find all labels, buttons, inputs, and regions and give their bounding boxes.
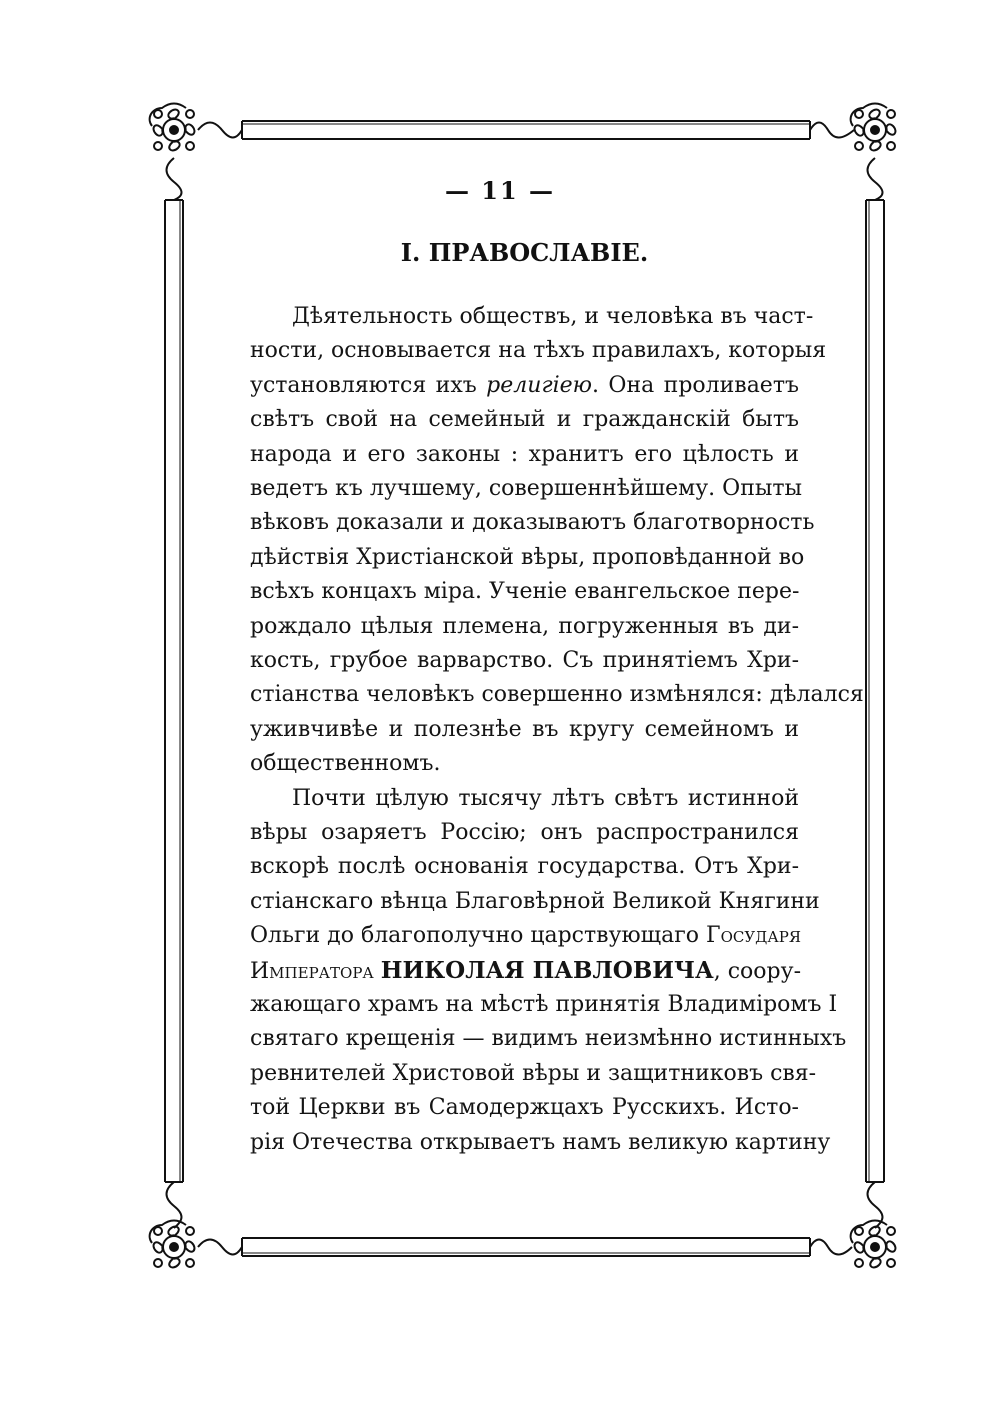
paragraph-1-line-7: вѣковъ доказали и доказываютъ благотворность [250,510,815,535]
word-gosudarya: Государя [706,923,801,948]
paragraph-1-line-5: народа и его законы : хранитъ его цѣлость и [250,442,799,467]
paragraph-1-line-3-part-1: установляются ихъ [250,373,487,398]
paragraph-1-line-3 [250,369,799,403]
paragraph-1-line-9: всѣхъ концахъ міра. Ученіе евангельское пере- [250,579,800,604]
border-right [866,158,884,1228]
paragraph-1-line-6: ведетъ къ лучшему, совершеннѣйшему. Опыты [250,476,803,501]
emphasis-religion: религіею [486,373,592,398]
paragraph-1-line-14: общественномъ. [250,751,441,776]
paragraph-2-line-4: стіанскаго вѣнца Благовѣрной Великой Княгини [250,889,820,914]
chapter-title: I. ПРАВОСЛАВІЕ. [400,238,649,267]
paragraph-2-line-2: вѣры озаряетъ Россію; онъ распространился [250,820,799,845]
paragraph-1-line-12: стіанства человѣкъ совершенно измѣнялся: дѣлался [250,682,864,707]
corner-ornament-top-left [150,104,195,151]
corner-ornament-bottom-right [851,1221,896,1268]
paragraph-1-line-10: рождало цѣлыя племена, погруженныя въ ди- [250,614,799,639]
paragraph-2-line-6-part-2: , соору- [713,959,802,984]
paragraph-1-line-2: ности, основывается на тѣхъ правилахъ, которыя [250,338,827,363]
paragraph-2-line-1: Почти цѣлую тысячу лѣтъ свѣтъ истинной [292,786,799,811]
emperor-name: НИКОЛАЯ ПАВЛОВИЧА [380,957,714,984]
paragraph-2-line-11: рія Отечества открываетъ намъ великую картину [250,1130,831,1155]
border-bottom [198,1238,852,1256]
border-top [198,121,854,139]
paragraph-1-line-13: уживчивѣе и полезнѣе въ кругу семейномъ и [250,717,799,742]
paragraph-2-line-8: святаго крещенія — видимъ неизмѣнно истинныхъ [250,1026,847,1051]
paragraph-1-line-1: Дѣятельность обществъ, и человѣка въ част- [292,304,814,329]
paragraph-1-line-3-part-2: . Она проливаетъ [592,373,799,398]
paragraph-2-line-6 [250,954,802,988]
paragraph-2-line-10: той Церкви въ Самодержцахъ Русскихъ. Исто- [250,1095,799,1120]
paragraph-1-line-8: дѣйствія Христіанской вѣры, проповѣданной во [250,545,805,570]
corner-ornament-bottom-left [150,1221,195,1268]
paragraph-1-line-11: кость, грубое варварство. Съ принятіемъ Хри- [250,648,799,673]
paragraph-2-line-9: ревнителей Христовой вѣры и защитниковъ свя- [250,1061,817,1086]
paragraph-1-line-4: свѣтъ свой на семейный и гражданскій бытъ [250,407,799,432]
paragraph-2-line-6-space [374,959,381,984]
border-left [165,158,183,1228]
paragraph-2-line-7: жающаго храмъ на мѣстѣ принятія Владиміромъ I [250,992,838,1017]
word-imperatora: Императора [250,959,374,984]
paragraph-2-line-5-part-1: Ольги до благополучно царствующаго [250,923,706,948]
page-number: — 11 — [444,176,556,205]
paragraph-2-line-5 [250,919,799,953]
corner-ornament-top-right [851,104,896,151]
paragraph-2-line-3: вскорѣ послѣ основанія государства. Отъ Хри- [250,854,799,879]
